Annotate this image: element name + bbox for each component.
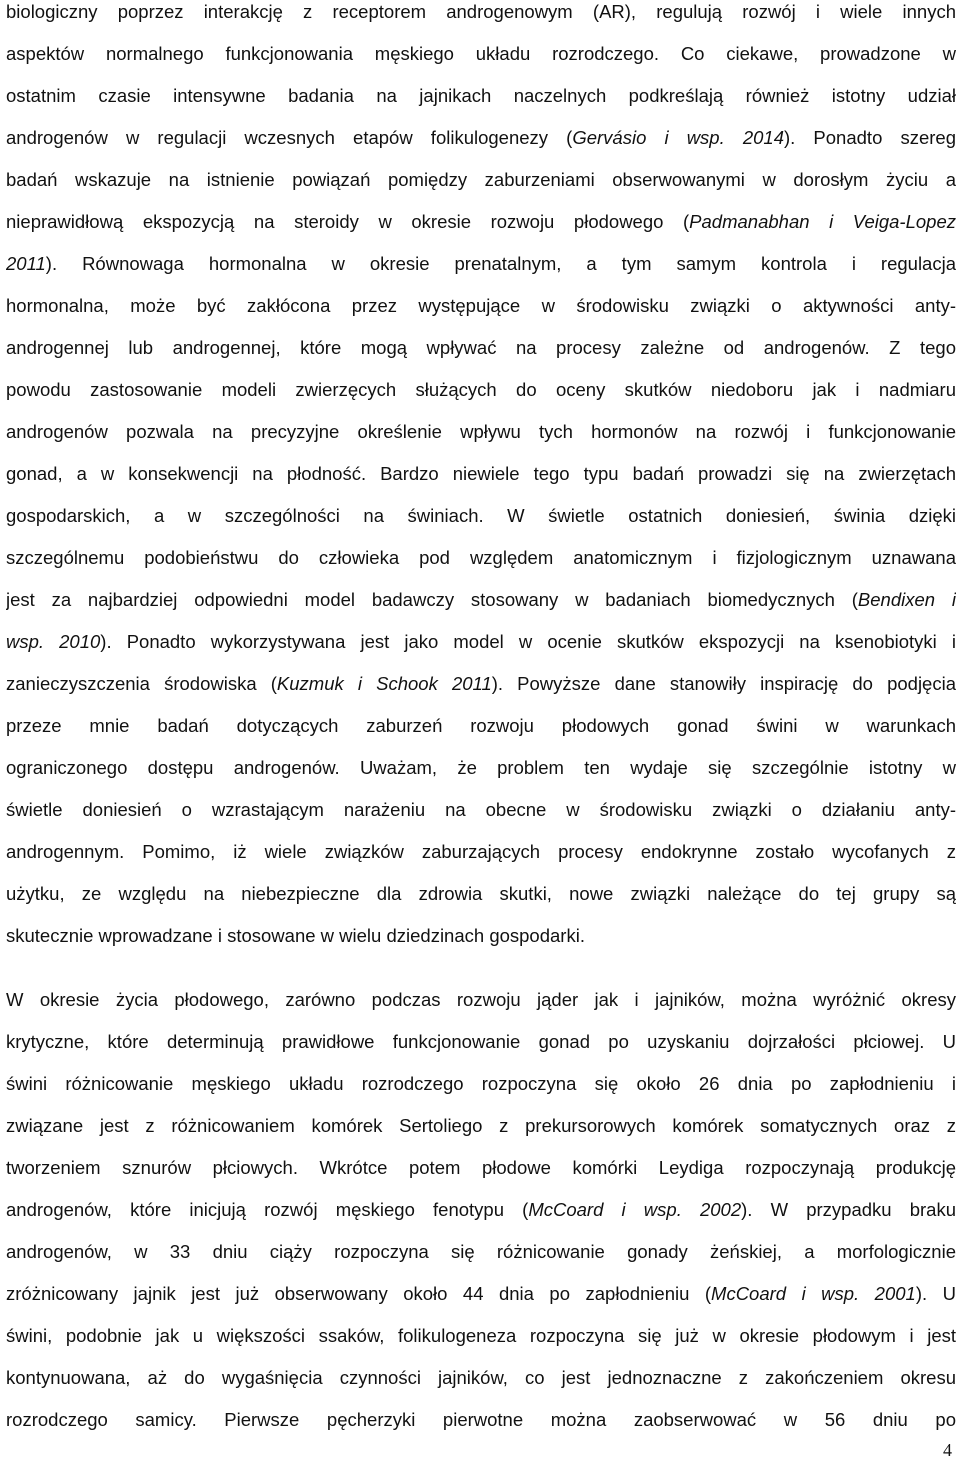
text-line: androgennym. Pomimo, iż wiele związków zaburzających procesy endokrynne zostało wycofanych z — [6, 841, 956, 862]
text-line: badań wskazuje na istnienie powiązań pomiędzy zaburzeniami obserwowanymi w dorosłym życiu a — [6, 169, 956, 190]
page-number: 4 — [943, 1440, 952, 1460]
text-line: kontynuowana, aż do wygaśnięcia czynności jajników, co jest jednoznaczne z zakończeniem okresu — [6, 1367, 956, 1388]
text-line: powodu zastosowanie modeli zwierzęcych służących do oceny skutków niedoboru jak i nadmiaru — [6, 379, 956, 400]
text-line: jest za najbardziej odpowiedni model badawczy stosowany w badaniach biomedycznych (Bendixen i — [6, 589, 956, 610]
text-line: świni, podobnie jak u większości ssaków, folikulogeneza rozpoczyna się już w okresie płodowym i jest — [6, 1325, 956, 1346]
text-line: 2011). Równowaga hormonalna w okresie prenatalnym, a tym samym kontrola i regulacja — [6, 253, 956, 274]
text-line: hormonalna, może być zakłócona przez występujące w środowisku związki o aktywności anty- — [6, 295, 956, 316]
text-line: androgenów pozwala na precyzyjne określenie wpływu tych hormonów na rozwój i funkcjonowanie — [6, 421, 956, 442]
text-line: użytku, ze względu na niebezpieczne dla zdrowia skutki, nowe związki należące do tej grupy są — [6, 883, 956, 904]
text-line: androgennej lub androgennej, które mogą wpływać na procesy zależne od androgenów. Z tego — [6, 337, 956, 358]
text-line: androgenów, w 33 dniu ciąży rozpoczyna się różnicowanie gonady żeńskiej, a morfologicznie — [6, 1241, 956, 1262]
text-line: biologiczny poprzez interakcję z receptorem androgenowym (AR), regulują rozwój i wiele innych — [6, 1, 956, 22]
paragraph-1 — [6, 0, 956, 957]
text-line: zróżnicowany jajnik jest już obserwowany około 44 dnia po zapłodnieniu (McCoard i wsp. 2001). U — [6, 1283, 956, 1304]
text-line: gospodarskich, a w szczególności na świniach. W świetle ostatnich doniesień, świnia dzięki — [6, 505, 956, 526]
text-line: przeze mnie badań dotyczących zaburzeń rozwoju płodowych gonad świni w warunkach — [6, 715, 956, 736]
text-line: świetle doniesień o wzrastającym narażeniu na obecne w środowisku związki o działaniu anty- — [6, 799, 956, 820]
text-line: tworzeniem sznurów płciowych. Wkrótce potem płodowe komórki Leydiga rozpoczynają produkcję — [6, 1157, 956, 1178]
text-line: szczególnemu podobieństwu do człowieka pod względem anatomicznym i fizjologicznym uznawana — [6, 547, 956, 568]
text-line: skutecznie wprowadzane i stosowane w wielu dziedzinach gospodarki. — [6, 925, 585, 946]
text-line: W okresie życia płodowego, zarówno podczas rozwoju jąder jak i jajników, można wyróżnić okresy — [6, 989, 956, 1010]
text-line: gonad, a w konsekwencji na płodność. Bardzo niewiele tego typu badań prowadzi się na zwierzętach — [6, 463, 956, 484]
text-line: zanieczyszczenia środowiska (Kuzmuk i Schook 2011). Powyższe dane stanowiły inspirację do podjęcia — [6, 673, 956, 694]
text-line: ograniczonego dostępu androgenów. Uważam, że problem ten wydaje się szczególnie istotny w — [6, 757, 956, 778]
text-line: nieprawidłową ekspozycją na steroidy w okresie rozwoju płodowego (Padmanabhan i Veiga-Lopez — [6, 211, 956, 232]
text-line: świni różnicowanie męskiego układu rozrodczego rozpoczyna się około 26 dnia po zapłodnieniu i — [6, 1073, 956, 1094]
text-line: androgenów w regulacji wczesnych etapów folikulogenezy (Gervásio i wsp. 2014). Ponadto szereg — [6, 127, 956, 148]
text-line: androgenów, które inicjują rozwój męskiego fenotypu (McCoard i wsp. 2002). W przypadku braku — [6, 1199, 956, 1220]
text-line: krytyczne, które determinują prawidłowe funkcjonowanie gonad po uzyskaniu dojrzałości płciowej. U — [6, 1031, 956, 1052]
text-line: wsp. 2010). Ponadto wykorzystywana jest jako model w ocenie skutków ekspozycji na ksenobiotyki i — [6, 631, 956, 652]
text-line: związane jest z różnicowaniem komórek Sertoliego z prekursorowych komórek somatycznych oraz z — [6, 1115, 956, 1136]
paragraph-2 — [6, 979, 956, 1441]
text-line: rozrodczego samicy. Pierwsze pęcherzyki pierwotne można zaobserwować w 56 dniu po — [6, 1409, 956, 1430]
text-line: aspektów normalnego funkcjonowania męskiego układu rozrodczego. Co ciekawe, prowadzone w — [6, 43, 956, 64]
text-line: ostatnim czasie intensywne badania na jajnikach naczelnych podkreślają również istotny udział — [6, 85, 956, 106]
